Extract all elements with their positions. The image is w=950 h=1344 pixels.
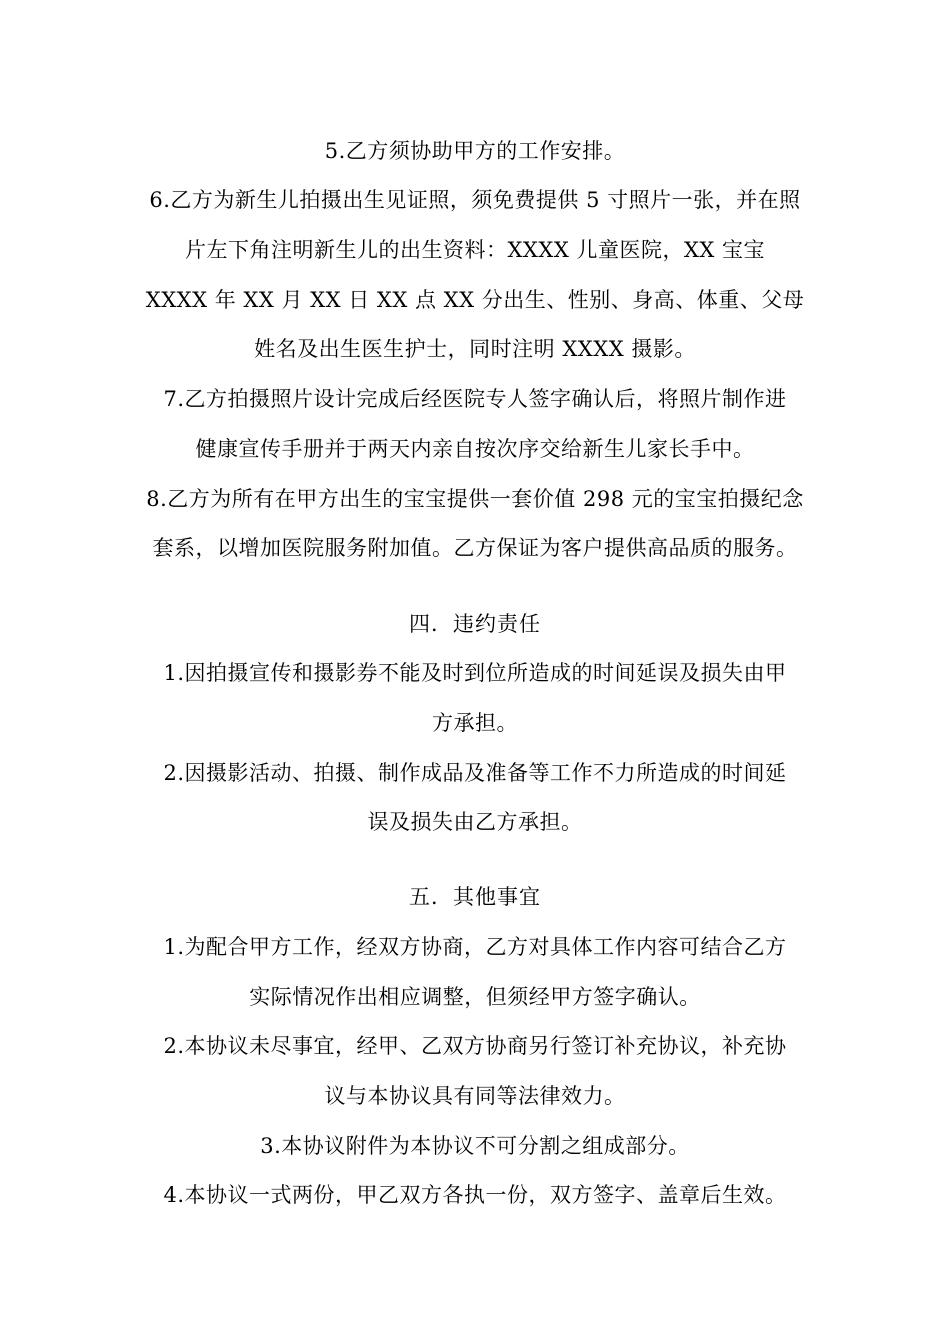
clause-6-line-2: 片左下角注明新生儿的出生资料：XXXX 儿童医院，XX 宝宝	[184, 238, 766, 262]
clause-6-line-3: XXXX 年 XX 月 XX 日 XX 点 XX 分出生、性别、身高、体重、父母	[145, 288, 805, 312]
clause-8-line-2: 套系，以增加医院服务附加值。乙方保证为客户提供高品质的服务。	[152, 536, 798, 560]
section-5-item-3-line-1: 3.本协议附件为本协议不可分割之组成部分。	[260, 1134, 690, 1158]
clause-7-line-1: 7.乙方拍摄照片设计完成后经医院专人签字确认后，将照片制作进	[163, 387, 787, 411]
clause-6-line-1: 6.乙方为新生儿拍摄出生见证照，须免费提供 5 寸照片一张，并在照	[149, 188, 801, 212]
clause-6-line-4: 姓名及出生医生护士，同时注明 XXXX 摄影。	[254, 337, 696, 361]
section-4-heading: 四．违约责任	[409, 612, 541, 636]
section-5-item-2-line-2: 议与本协议具有同等法律效力。	[324, 1084, 626, 1108]
clause-8-line-1: 8.乙方为所有在甲方出生的宝宝提供一套价值 298 元的宝宝拍摄纪念	[146, 487, 804, 511]
section-4-item-2-line-2: 误及损失由乙方承担。	[367, 810, 583, 834]
section-5-item-1-line-1: 1.为配合甲方工作，经双方协商，乙方对具体工作内容可结合乙方	[163, 935, 787, 959]
section-4-item-2-line-1: 2.因摄影活动、拍摄、制作成品及准备等工作不力所造成的时间延	[163, 761, 787, 785]
section-5-item-1-line-2: 实际情况作出相应调整，但须经甲方签字确认。	[249, 985, 701, 1009]
section-5-item-4-line-1: 4.本协议一式两份，甲乙双方各执一份，双方签字、盖章后生效。	[163, 1183, 787, 1207]
section-5-heading: 五．其他事宜	[409, 885, 541, 909]
section-5-item-2-line-1: 2.本协议未尽事宜，经甲、乙双方协商另行签订补充协议，补充协	[163, 1034, 787, 1058]
section-4-item-1-line-1: 1.因拍摄宣传和摄影券不能及时到位所造成的时间延误及损失由甲	[163, 661, 787, 685]
section-4-item-1-line-2: 方承担。	[432, 711, 518, 735]
clause-5-line-1: 5.乙方须协助甲方的工作安排。	[324, 139, 626, 163]
clause-7-line-2: 健康宣传手册并于两天内亲自按次序交给新生儿家长手中。	[195, 437, 755, 461]
